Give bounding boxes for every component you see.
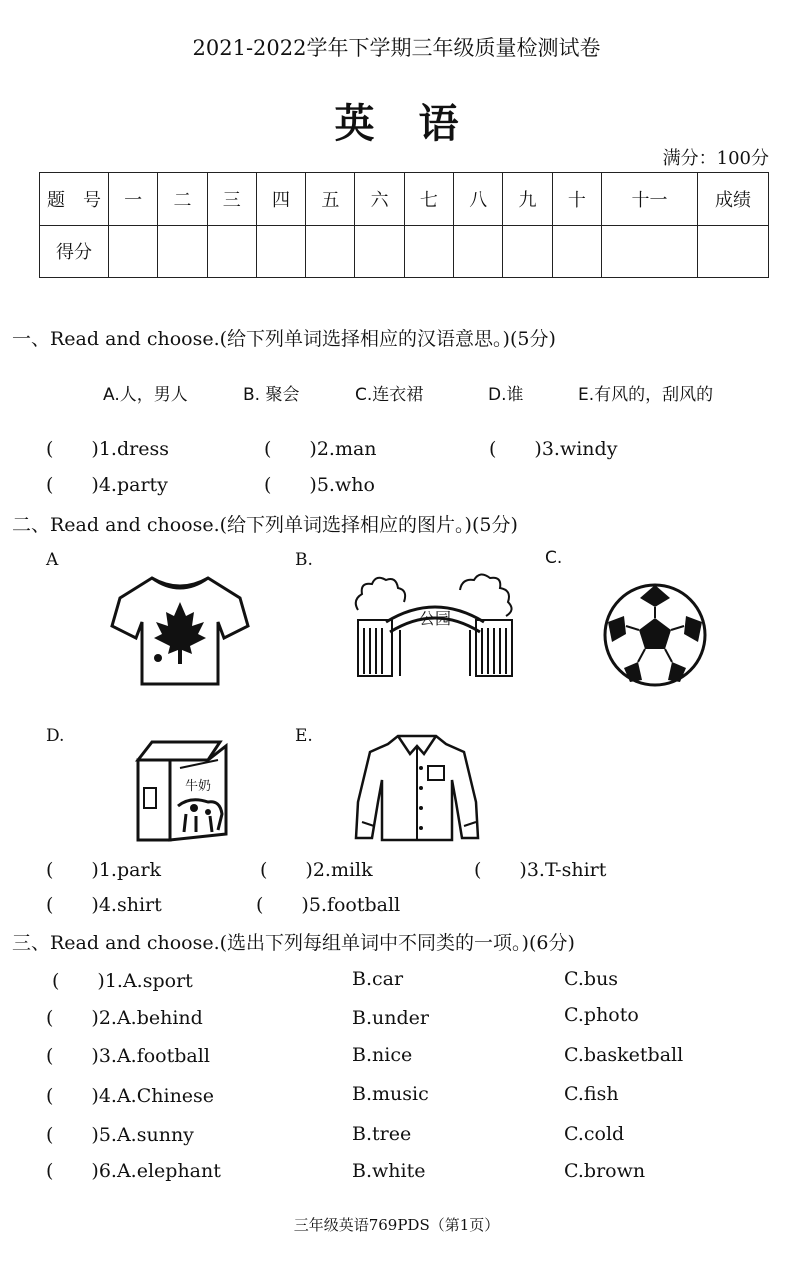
picture-label: C. xyxy=(545,548,563,568)
section3-option-c: C.brown xyxy=(564,1160,646,1182)
score-cell[interactable] xyxy=(355,225,404,278)
picture-label: B. xyxy=(295,550,313,570)
section1-item[interactable]: ( )4.party xyxy=(46,474,168,496)
score-cell[interactable] xyxy=(306,225,355,278)
score-cell[interactable] xyxy=(698,225,769,278)
section3-option-b: B.car xyxy=(352,968,404,990)
score-col: 二 xyxy=(158,173,207,226)
park-picture xyxy=(350,570,520,678)
section3-option-b: B.white xyxy=(352,1160,426,1182)
score-col: 九 xyxy=(503,173,552,226)
section1-item[interactable]: ( )3.windy xyxy=(489,438,618,460)
section3-option-c: C.cold xyxy=(564,1123,625,1145)
section1-item[interactable]: ( )2.man xyxy=(264,438,377,460)
score-table-row-label: 题 号 xyxy=(40,173,109,226)
score-col: 五 xyxy=(306,173,355,226)
section3-option-a[interactable]: ( )3.A.football xyxy=(46,1045,210,1067)
score-col: 四 xyxy=(256,173,305,226)
section2-item[interactable]: ( )2.milk xyxy=(260,859,373,881)
section1-option: B. 聚会 xyxy=(243,385,300,405)
section3-option-c: C.basketball xyxy=(564,1044,684,1066)
section3-option-a[interactable]: ( )4.A.Chinese xyxy=(46,1085,215,1107)
score-col: 七 xyxy=(404,173,453,226)
full-mark: 满分：100分 xyxy=(662,148,769,169)
section3-option-c: C.bus xyxy=(564,968,619,990)
section1-item[interactable]: ( )1.dress xyxy=(46,438,169,460)
score-col: 成绩 xyxy=(698,173,769,226)
section3-option-a[interactable]: ( )6.A.elephant xyxy=(46,1160,221,1182)
section3-option-c: C.fish xyxy=(564,1083,619,1105)
section3-option-a[interactable]: ( )2.A.behind xyxy=(46,1007,203,1029)
score-table-header-row xyxy=(40,173,769,226)
section1-item[interactable]: ( )5.who xyxy=(264,474,375,496)
section3-option-b: B.nice xyxy=(352,1044,413,1066)
score-cell[interactable] xyxy=(158,225,207,278)
score-table-row-label: 得分 xyxy=(40,225,109,278)
section2-item[interactable]: ( )4.shirt xyxy=(46,894,162,916)
section1-option: D.谁 xyxy=(488,385,524,405)
tshirt-picture xyxy=(110,572,250,690)
score-cell[interactable] xyxy=(552,225,601,278)
score-col: 十一 xyxy=(601,173,697,226)
score-cell[interactable] xyxy=(454,225,503,278)
section1-option: C.连衣裙 xyxy=(355,385,424,405)
score-cell[interactable] xyxy=(601,225,697,278)
section3-option-b: B.tree xyxy=(352,1123,412,1145)
subject-title: 英语 xyxy=(334,100,503,147)
section2-item[interactable]: ( )1.park xyxy=(46,859,162,881)
section3-option-b: B.music xyxy=(352,1083,429,1105)
section3-option-b: B.under xyxy=(352,1007,429,1029)
park-sign-text: 公园 xyxy=(418,609,452,628)
score-col: 十 xyxy=(552,173,601,226)
score-col: 三 xyxy=(207,173,256,226)
football-picture xyxy=(602,582,708,688)
score-table-score-row xyxy=(40,225,769,278)
score-col: 六 xyxy=(355,173,404,226)
section2-item[interactable]: ( )3.T-shirt xyxy=(474,859,607,881)
score-cell[interactable] xyxy=(256,225,305,278)
score-table xyxy=(39,172,769,278)
score-col: 八 xyxy=(454,173,503,226)
section3-option-a[interactable]: ( )1.A.sport xyxy=(52,970,193,992)
score-cell[interactable] xyxy=(404,225,453,278)
section3-option-a[interactable]: ( )5.A.sunny xyxy=(46,1124,194,1146)
shirt-picture xyxy=(352,730,482,842)
score-col: 一 xyxy=(109,173,158,226)
section1-option: A.人，男人 xyxy=(103,385,188,405)
score-cell[interactable] xyxy=(207,225,256,278)
picture-label: E. xyxy=(295,726,313,746)
exam-title: 2021-2022学年下学期三年级质量检测试卷 xyxy=(192,36,601,60)
section3-option-c: C.photo xyxy=(564,1004,639,1026)
section2-item[interactable]: ( )5.football xyxy=(256,894,401,916)
section3-heading: 三、Read and choose.(选出下列每组单词中不同类的一项。)(6分) xyxy=(12,932,575,954)
section2-heading: 二、Read and choose.(给下列单词选择相应的图片。)(5分) xyxy=(12,514,518,536)
score-cell[interactable] xyxy=(109,225,158,278)
milk-label-text: 牛奶 xyxy=(184,779,212,794)
picture-label: A xyxy=(46,550,59,570)
section1-heading: 一、Read and choose.(给下列单词选择相应的汉语意思。)(5分) xyxy=(12,328,556,350)
page-footer: 三年级英语769PDS（第1页） xyxy=(293,1216,500,1234)
section1-option: E.有风的，刮风的 xyxy=(578,385,714,405)
picture-label: D. xyxy=(46,726,65,746)
milk-picture xyxy=(130,738,234,842)
score-cell[interactable] xyxy=(503,225,552,278)
